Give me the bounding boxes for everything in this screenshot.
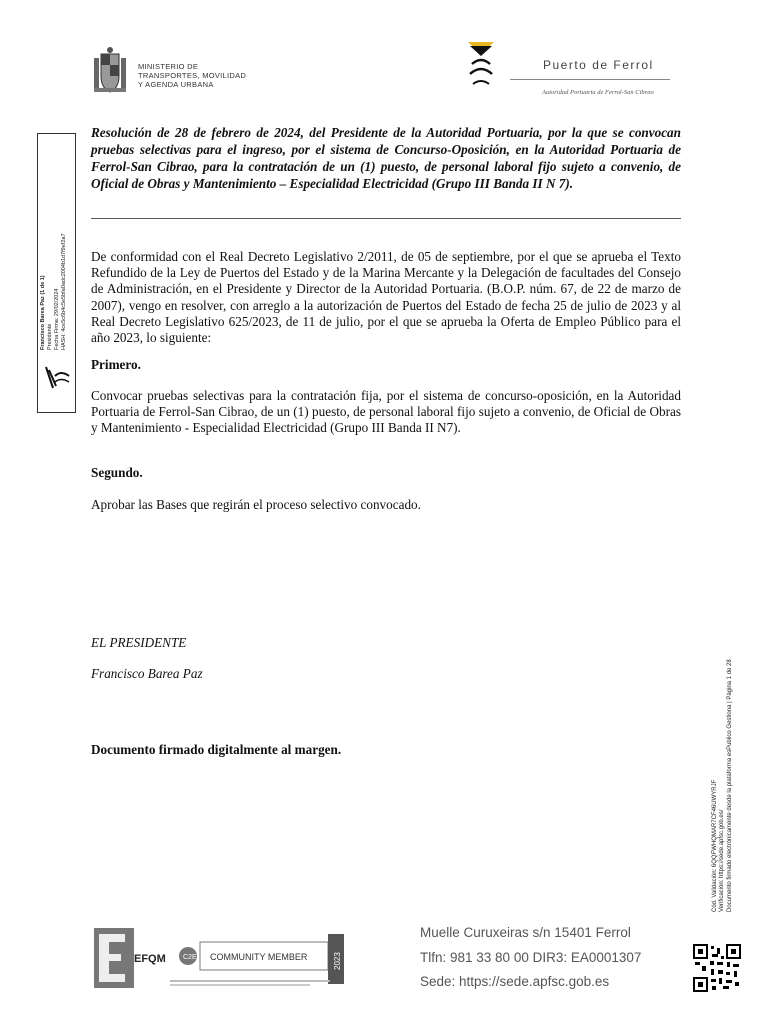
signer-role: Presidente bbox=[47, 323, 53, 350]
footer-contact bbox=[420, 921, 641, 995]
validation-note: Documento firmado electrónicamente desde la plataforma esPublico Gestiona | Página 1 de 28 bbox=[726, 659, 733, 912]
port-authority: Autoridad Portuaria de Ferrol-San Cibrao bbox=[542, 89, 654, 96]
efqm-seal bbox=[94, 928, 346, 990]
ministry-line: TRANSPORTES, MOVILIDAD bbox=[138, 71, 247, 80]
signer-name: Francisco Barea Paz bbox=[91, 666, 203, 681]
signer-line: Francisco Barea Paz (1 de 1) bbox=[40, 275, 46, 350]
qr-code-icon bbox=[693, 944, 741, 992]
svg-text:C2E: C2E bbox=[183, 954, 197, 961]
signer-title: EL PRESIDENTE bbox=[91, 635, 187, 650]
port-divider bbox=[510, 79, 670, 80]
validation-strip bbox=[712, 612, 734, 912]
footer-sede-link[interactable]: Sede: https://sede.apfsc.gob.es bbox=[420, 974, 610, 989]
resolution-title: Resolución de 28 de febrero de 2024, del Presidente de la Autoridad Portuaria, por la que se convocan pruebas selectivas para el ingreso, por el sistema de Concurso-Oposición, en la Autoridad Portuaria de Ferrol-San Cibrao, para la contratación de un (1) puesto, de personal laboral fijo sujeto a convenio, de Oficial de Obras y Mantenimiento – Especialidad Electricidad (Grupo III Banda II N 7). bbox=[91, 125, 681, 191]
seal-year: 2023 bbox=[333, 952, 342, 970]
port-ferrol-logo-icon bbox=[466, 40, 496, 92]
community-label: COMMUNITY MEMBER bbox=[210, 952, 308, 962]
footer-phone: Tlfn: 981 33 80 00 DIR3: EA0001307 bbox=[420, 949, 642, 965]
signature-stamp-icon bbox=[43, 364, 73, 390]
signed-note: Documento firmado digitalmente al margen. bbox=[91, 742, 342, 757]
intro-paragraph: De conformidad con el Real Decreto Legislativo 2/2011, de 05 de septiembre, por el que se aprueba el Texto Refundido de la Ley de Puertos del Estado y de la Marina Mercante y la Delegación de facultades del Consejo de Administración, en el Presidente y Director de la Autoridad Portuaria. (B.O.P. núm. 67, de 22 de marzo de 2007), vengo en resolver, con arreglo a la autorización de Puertos del Estado de fecha 25 de julio de 2023 y al Real Decreto Legislativo 625/2023, de 11 de julio, por el que se aprueba la Oferta de Empleo Público para el año 2023, lo siguiente: bbox=[91, 249, 681, 346]
validation-url: Verificación: https://sede.apfsc.gob.es/ bbox=[719, 809, 726, 912]
second-heading: Segundo. bbox=[91, 465, 143, 480]
validation-code: Cód. Validación: 6QQFWHQMAR7CF46UWYRJF bbox=[712, 779, 718, 912]
title-divider bbox=[91, 218, 681, 219]
first-paragraph: Convocar pruebas selectivas para la contratación fija, por el sistema de concurso-oposición, en la Autoridad Portuaria de Ferrol-San Cibrao, de un (1) puesto, de personal laboral fijo sujeto a convenio, de Oficial de Obras y Mantenimiento - Especialidad Electricidad (Grupo III Banda II N7). bbox=[91, 388, 681, 436]
signature-hash: HASH: 4ce5c6b4c5e5bfa0adc2004b1d7f9ef2a7 bbox=[61, 233, 67, 350]
ministry-line: Y AGENDA URBANA bbox=[138, 80, 214, 89]
ministry-line: MINISTERIO DE bbox=[138, 62, 199, 71]
spain-coat-of-arms-icon bbox=[92, 46, 128, 96]
second-paragraph: Aprobar las Bases que regirán el proceso selectivo convocado. bbox=[91, 497, 421, 512]
signature-details bbox=[40, 100, 68, 350]
footer-address: Muelle Curuxeiras s/n 15401 Ferrol bbox=[420, 925, 631, 940]
efqm-label: EFQM bbox=[134, 953, 166, 965]
ministry-name bbox=[138, 62, 246, 89]
port-name: Puerto de Ferrol bbox=[543, 58, 654, 72]
signature-date: Fecha Firma: 29/02/2024 bbox=[54, 288, 60, 350]
first-heading: Primero. bbox=[91, 357, 141, 372]
